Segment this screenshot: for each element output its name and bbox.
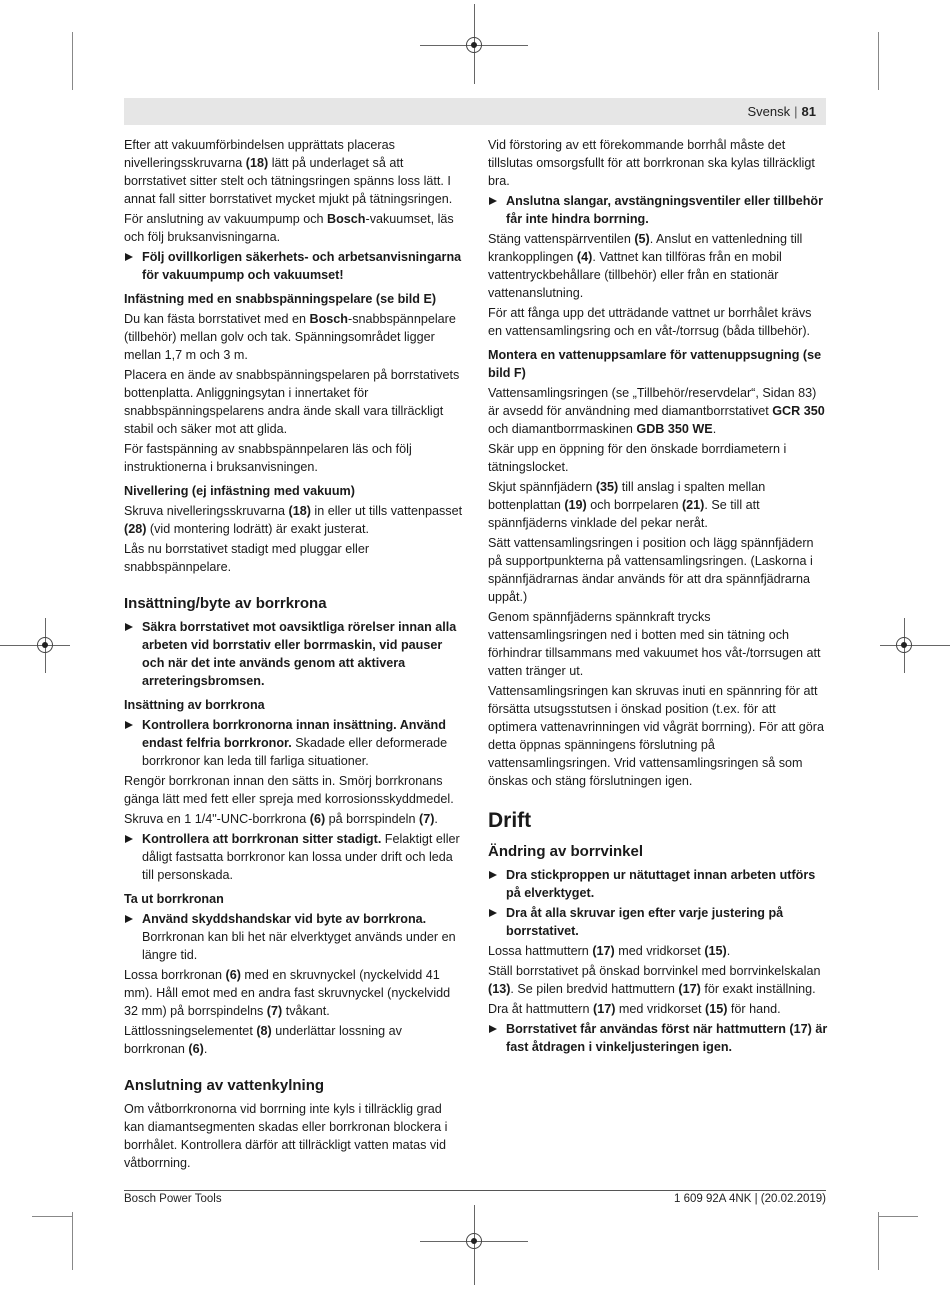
paragraph: Vattensamlingsringen kan skruvas inuti en spännring för att försätta utsugsstutsen i önskad position (t.ex. för att optimera vattenavrinningen vid vågrät borrning). För att göra detta öppnas spänningens förslutning på vattensamlingsringen. Vrid vattensamlingsringen så som önskas och stäng förslutningen igen. bbox=[488, 684, 825, 788]
subheading: Insättning av borrkrona bbox=[124, 698, 265, 712]
paragraph: Rengör borrkronan innan den sätts in. Smörj borrkronans gänga lätt med fett eller spreja med korrosionsskyddmedel. bbox=[124, 774, 454, 806]
warning-bullet: Dra åt alla skruvar igen efter varje justering på borrstativet. bbox=[488, 904, 828, 940]
warning-bullet: Kontrollera borrkronorna innan insättning. Använd endast felfria borrkronor. Skadade eller deformerade borrkronor kan leda till farliga situationer. bbox=[124, 716, 464, 770]
warning-bullet: Säkra borrstativet mot oavsiktliga rörelser innan alla arbeten vid borrstativ eller borrmaskin, vid pauser och när det inte används genom att aktivera arreteringsbromsen. bbox=[124, 618, 464, 690]
crop-mark bbox=[878, 1216, 918, 1217]
paragraph: Skruva en 1 1/4"-UNC-borrkrona (6) på borrspindeln (7). bbox=[124, 812, 438, 826]
paragraph: Vid förstoring av ett förekommande borrhål måste det tillslutas omsorgsfullt för att borrkronan ska kylas tillräckligt bra. bbox=[488, 138, 815, 188]
warning-bullet: Dra stickproppen ur nätuttaget innan arbeten utförs på elverktyget. bbox=[488, 866, 828, 902]
paragraph: Genom spännfjäderns spännkraft trycks vattensamlingsringen ned i botten med sin tätning och förhindrar tillsammans med vakuumet hos våt-/torrsugen att vatten tränger ut. bbox=[488, 610, 821, 678]
paragraph: För anslutning av vakuumpump och Bosch-vakuumset, läs och följ bruksanvisningarna. bbox=[124, 212, 454, 244]
chapter-heading: Drift bbox=[488, 809, 532, 832]
paragraph: Placera en ände av snabbspänningspelaren på borrstativets bottenplatta. Anliggningsytan i innertaket för snabbspänningspelarens andra ände skall vara tillräckligt stabil och säker mot att glida. bbox=[124, 368, 460, 436]
warning-bullet: Följ ovillkorligen säkerhets- och arbetsanvisningarna för vakuumpump och vakuumset! bbox=[124, 248, 464, 284]
footer-doc-id: 1 609 92A 4NK | (20.02.2019) bbox=[674, 1193, 826, 1205]
header-language: Svensk bbox=[747, 104, 791, 119]
header-separator: | bbox=[794, 104, 798, 119]
paragraph: Om våtborrkronorna vid borrning inte kyls i tillräcklig grad kan diamantsegmenten skadas eller borrkronan blockera i borrhålet. Kontrollera därför att tillräckligt vatten matas vid våtborrning. bbox=[124, 1102, 448, 1170]
page-footer bbox=[124, 1190, 826, 1205]
paragraph: Dra åt hattmuttern (17) med vridkorset (15) för hand. bbox=[488, 1002, 781, 1016]
section-heading: Insättning/byte av borrkrona bbox=[124, 595, 327, 612]
warning-bullet: Kontrollera att borrkronan sitter stadigt. Felaktigt eller dåligt fastsatta borrkronor kan lossa under drift och leda till personskada. bbox=[124, 830, 464, 884]
section-heading: Anslutning av vattenkylning bbox=[124, 1077, 325, 1094]
paragraph: Efter att vakuumförbindelsen upprättats placeras nivelleringsskruvarna (18) lätt på underlaget så att borrstativet sitter stelt och tätningsringen spänns loss lätt. I annat fall sitter borrstativet mycket mjukt på tätningsringen. bbox=[124, 138, 453, 206]
registration-line bbox=[880, 645, 950, 646]
crop-mark bbox=[72, 32, 73, 90]
paragraph: För att fånga upp det utträdande vattnet ur borrhålet krävs en vattensamlingsring och en våt-/torrsug (båda tillbehör). bbox=[488, 306, 812, 338]
crop-mark bbox=[72, 1212, 73, 1270]
paragraph: Skjut spännfjädern (35) till anslag i spalten mellan bottenplattan (19) och borrpelaren (21). Se till att spännfjäderns vinklade del pekar neråt. bbox=[488, 480, 766, 530]
crop-mark bbox=[32, 1216, 72, 1217]
registration-mark-icon bbox=[466, 1233, 482, 1249]
paragraph: Lossa hattmuttern (17) med vridkorset (15). bbox=[488, 944, 731, 958]
subheading: Ta ut borrkronan bbox=[124, 892, 224, 906]
warning-bullet: Borrstativet får användas först när hattmuttern (17) är fast åtdragen i vinkeljusteringen igen. bbox=[488, 1020, 828, 1056]
paragraph: Lättlossningselementet (8) underlättar lossning av borrkronan (6). bbox=[124, 1024, 402, 1056]
paragraph: Sätt vattensamlingsringen i position och lägg spännfjädern på supportpunkterna på vattensamlingsringen. (Laskorna i spännfjädrarnas ändar används för att dra spännfjädrarna uppåt.) bbox=[488, 536, 814, 604]
warning-bullet: Använd skyddshandskar vid byte av borrkrona. Borrkronan kan bli het när elverktyget används under en längre tid. bbox=[124, 910, 464, 964]
paragraph: Stäng vattenspärrventilen (5). Anslut en vattenledning till krankopplingen (4). Vattnet kan tillföras från en mobil vattentryckbehållare (tillbehör) eller från en stationär vattenanslutning. bbox=[488, 232, 803, 300]
paragraph: Vattensamlingsringen (se „Tillbehör/reservdelar“, Sidan 83) är avsedd för användning med diamantborrstativet GCR 350 och diamantborrmaskinen GDB 350 WE. bbox=[488, 386, 825, 436]
registration-mark-icon bbox=[466, 37, 482, 53]
paragraph: Ställ borrstativet på önskad borrvinkel med borrvinkelskalan (13). Se pilen bredvid hattmuttern (17) för exakt inställning. bbox=[488, 964, 821, 996]
section-heading: Ändring av borrvinkel bbox=[488, 843, 644, 860]
footer-brand: Bosch Power Tools bbox=[124, 1193, 222, 1205]
left-column bbox=[124, 136, 464, 1174]
warning-bullet: Anslutna slangar, avstängningsventiler eller tillbehör får inte hindra borrning. bbox=[488, 192, 828, 228]
paragraph: Skär upp en öppning för den önskade borrdiametern i tätningslocket. bbox=[488, 442, 787, 474]
subheading: Nivellering (ej infästning med vakuum) bbox=[124, 484, 355, 498]
page-number: 81 bbox=[801, 104, 816, 119]
paragraph: För fastspänning av snabbspännpelaren läs och följ instruktionerna i bruksanvisningen. bbox=[124, 442, 412, 474]
paragraph: Skruva nivelleringsskruvarna (18) in eller ut tills vattenpasset (28) (vid montering lodrätt) är exakt justerat. bbox=[124, 504, 463, 536]
registration-mark-icon bbox=[37, 637, 53, 653]
paragraph: Lås nu borrstativet stadigt med pluggar eller snabbspännpelare. bbox=[124, 542, 370, 574]
page-header bbox=[124, 98, 826, 125]
paragraph: Du kan fästa borrstativet med en Bosch-snabbspännpelare (tillbehör) mellan golv och tak. Spänningsområdet ligger mellan 1,7 m och 3 m. bbox=[124, 312, 456, 362]
paragraph: Lossa borrkronan (6) med en skruvnyckel (nyckelvidd 41 mm). Håll emot med en andra fast skruvnyckel (nyckelvidd 32 mm) på borrspindelns (7) tvåkant. bbox=[124, 968, 451, 1018]
subheading: Infästning med en snabbspänningspelare (se bild E) bbox=[124, 292, 437, 306]
registration-line bbox=[0, 645, 70, 646]
registration-mark-icon bbox=[896, 637, 912, 653]
crop-mark bbox=[878, 1212, 879, 1270]
right-column bbox=[488, 136, 828, 1058]
subheading: Montera en vattenuppsamlare för vattenuppsugning (se bild F) bbox=[488, 348, 822, 380]
crop-mark bbox=[878, 32, 879, 90]
